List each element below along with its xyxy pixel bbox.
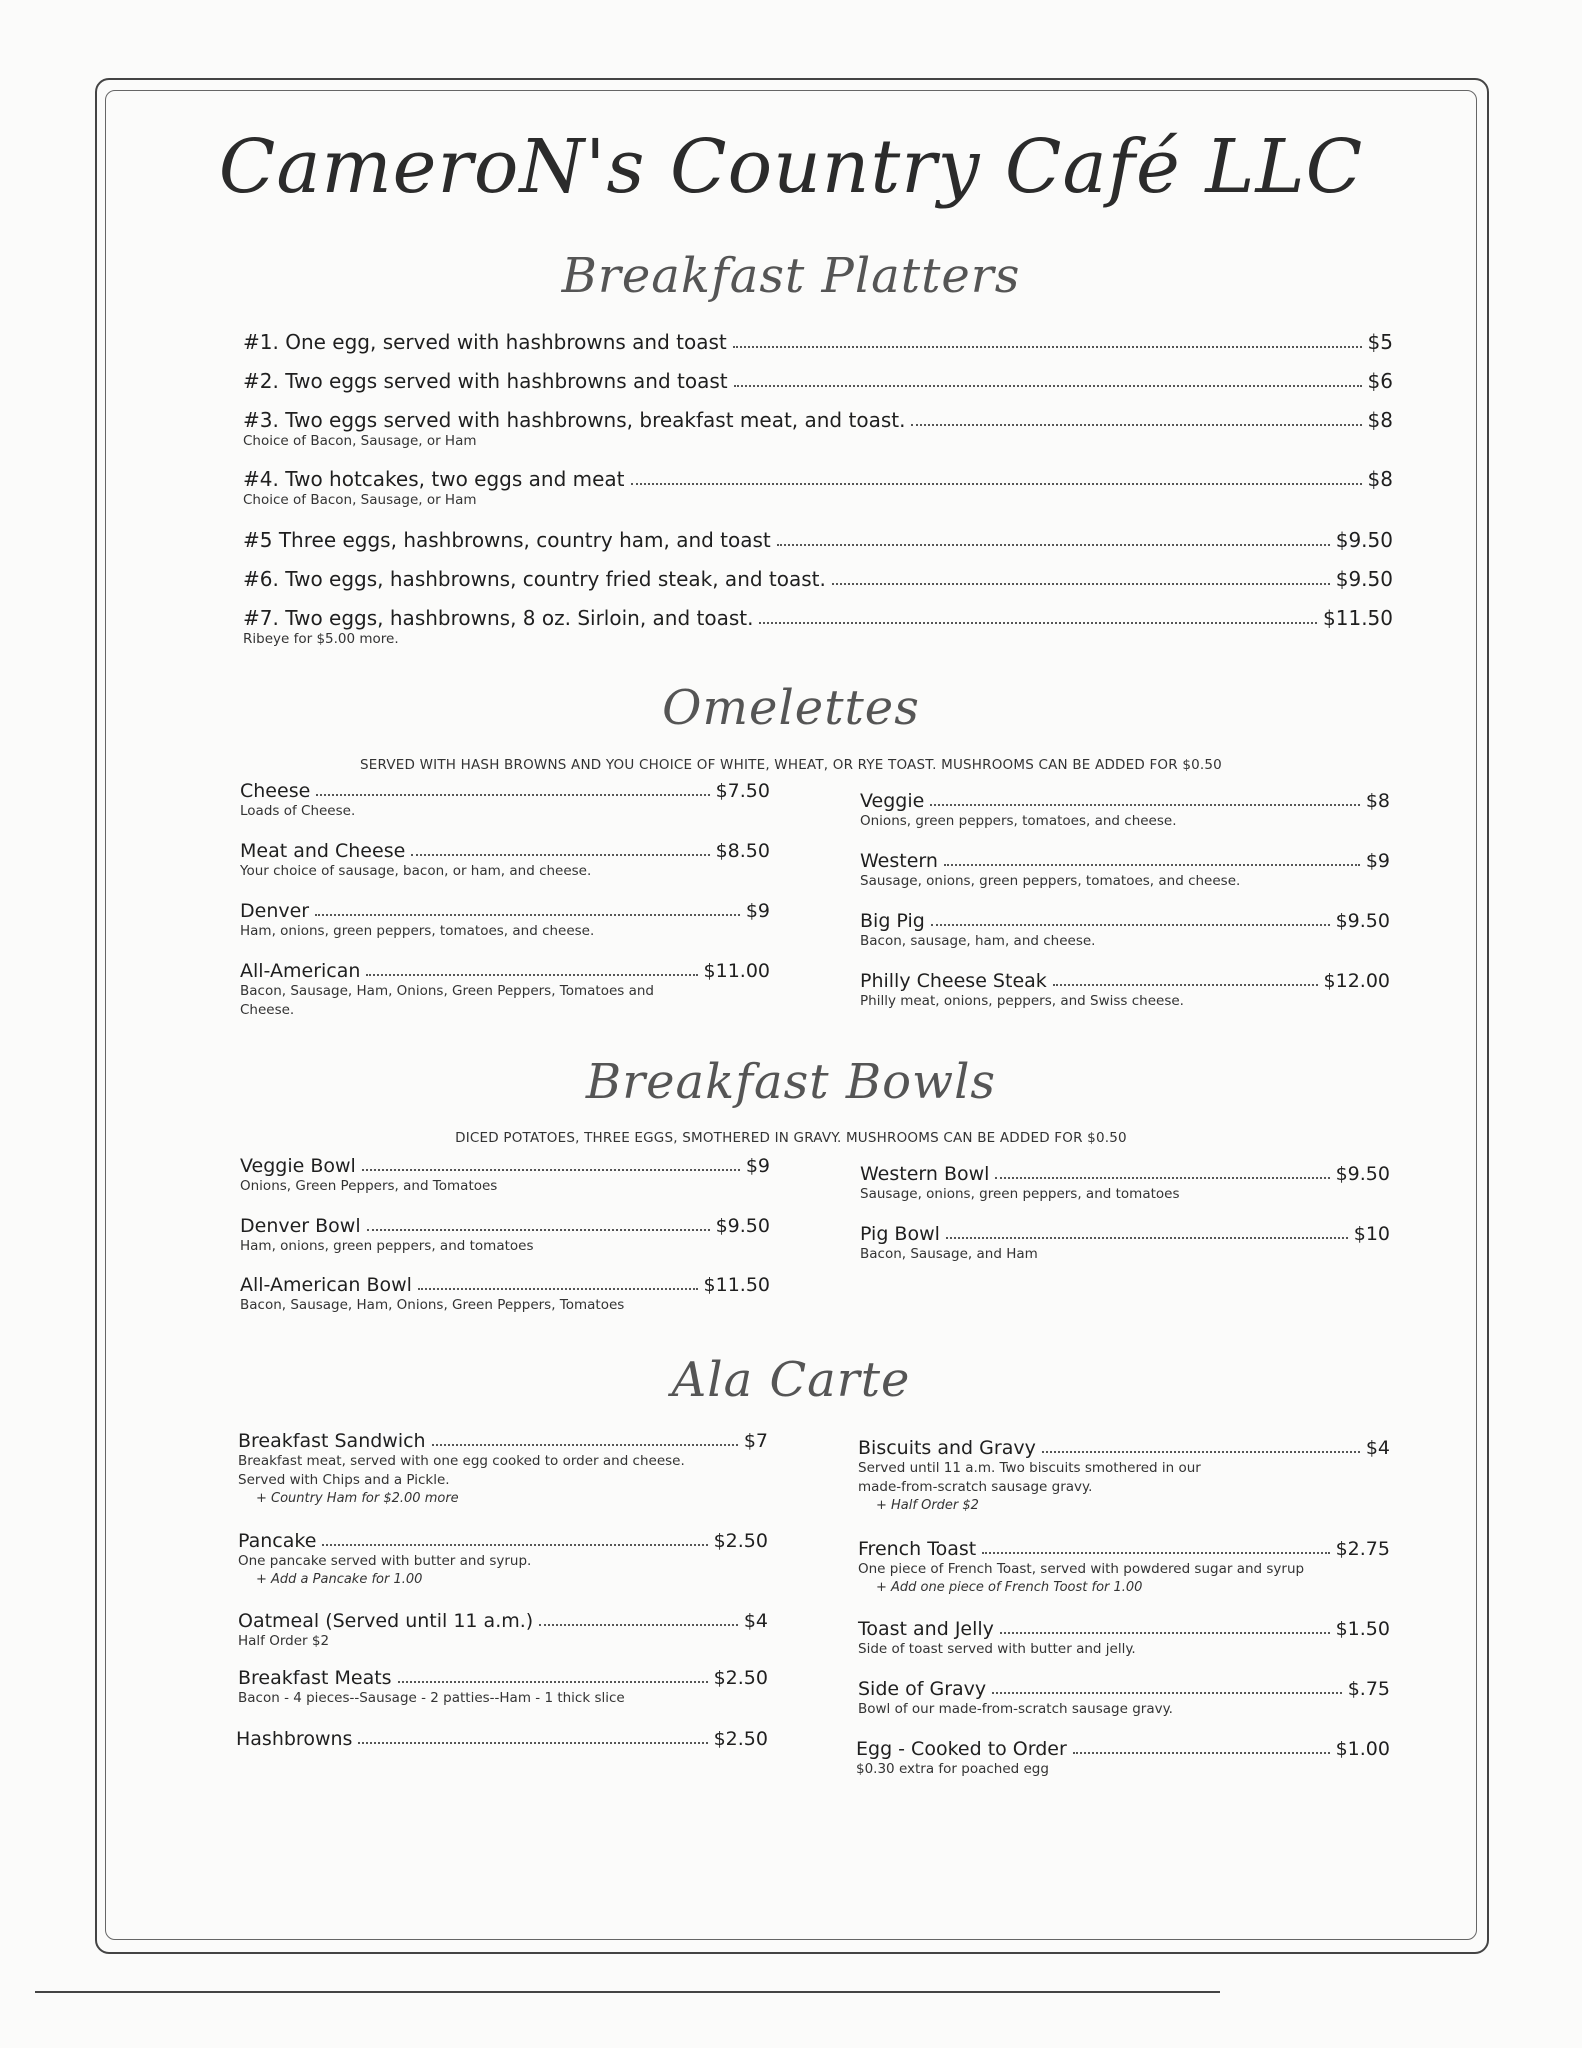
menu-item [858, 1678, 1390, 1719]
item-description: Bacon, Sausage, Ham, Onions, Green Peppers, Tomatoes and Cheese. [240, 983, 655, 1018]
item-description: Half Order $2 [238, 1633, 330, 1649]
item-name: #6. Two eggs, hashbrowns, country fried steak, and toast. [243, 567, 826, 591]
item-name: #2. Two eggs served with hashbrowns and toast [243, 369, 728, 393]
dot-leader [411, 854, 709, 856]
dot-leader [418, 1288, 698, 1290]
menu-item [238, 1667, 768, 1708]
dot-leader [539, 1624, 738, 1626]
dot-leader [911, 424, 1361, 426]
item-name: Philly Cheese Steak [860, 970, 1047, 992]
item-description: Served until 11 a.m. Two biscuits smothered in our [858, 1460, 1201, 1476]
item-description: Side of toast served with butter and jelly. [858, 1641, 1136, 1657]
menu-item [858, 1437, 1390, 1515]
item-price: $2.75 [1335, 1538, 1390, 1560]
section-title-platters: Breakfast Platters [561, 248, 1021, 304]
dot-leader [398, 1681, 708, 1683]
dot-leader [432, 1444, 738, 1446]
dot-leader [1073, 1752, 1330, 1754]
item-name: Biscuits and Gravy [858, 1437, 1036, 1459]
item-price: $9.50 [715, 1215, 770, 1237]
section-title-bowls: Breakfast Bowls [585, 1054, 997, 1110]
item-name: Side of Gravy [858, 1678, 987, 1700]
dot-leader [315, 914, 740, 916]
item-price: $.75 [1347, 1678, 1390, 1700]
item-price: $9 [745, 900, 770, 922]
item-name: Hashbrowns [236, 1728, 353, 1750]
dot-leader [366, 974, 697, 976]
item-name: #3. Two eggs served with hashbrowns, breakfast meat, and toast. [243, 408, 906, 432]
item-price: $11.50 [703, 1274, 770, 1296]
menu-item [240, 780, 770, 821]
dot-leader [316, 794, 709, 796]
item-price: $4 [1365, 1437, 1390, 1459]
menu-item [240, 1215, 770, 1256]
item-description: Onions, green peppers, tomatoes, and cheese. [860, 813, 1177, 829]
menu-item [243, 369, 1393, 393]
menu-item [243, 606, 1393, 649]
item-price: $9.50 [1335, 910, 1390, 932]
item-price: $9.50 [1335, 528, 1393, 552]
item-description: Bowl of our made-from-scratch sausage gravy. [858, 1701, 1173, 1717]
item-price: $8 [1367, 467, 1393, 491]
menu-item [858, 1618, 1390, 1659]
item-description: Bacon, Sausage, Ham, Onions, Green Peppers, Tomatoes [240, 1297, 625, 1313]
item-price: $8 [1365, 790, 1390, 812]
menu-item [238, 1610, 768, 1651]
item-price: $7.50 [715, 780, 770, 802]
item-description: Your choice of sausage, bacon, or ham, and cheese. [240, 863, 592, 879]
item-addon: + Country Ham for $2.00 more [256, 1491, 459, 1506]
menu-item [243, 467, 1393, 510]
menu-item [243, 567, 1393, 591]
item-description: Philly meat, onions, peppers, and Swiss cheese. [860, 993, 1184, 1009]
dot-leader [995, 1177, 1329, 1179]
dot-leader [1042, 1451, 1360, 1453]
item-description: Choice of Bacon, Sausage, or Ham [243, 433, 477, 449]
menu-item [240, 840, 770, 881]
menu-item [860, 910, 1390, 951]
item-name: Denver [240, 900, 310, 922]
item-name: Egg - Cooked to Order [856, 1738, 1067, 1760]
item-name: Oatmeal (Served until 11 a.m.) [238, 1610, 534, 1632]
dot-leader [982, 1552, 1329, 1554]
item-price: $12.00 [1323, 970, 1390, 992]
item-name: #7. Two eggs, hashbrowns, 8 oz. Sirloin, and toast. [243, 606, 754, 630]
item-addon: + Half Order $2 [876, 1498, 979, 1513]
dot-leader [367, 1229, 710, 1231]
item-name: Western [860, 850, 938, 872]
item-price: $1.50 [1335, 1618, 1390, 1640]
item-price: $10 [1353, 1223, 1390, 1245]
menu-item [238, 1430, 768, 1508]
item-name: Breakfast Meats [238, 1667, 392, 1689]
item-price: $9 [1365, 850, 1390, 872]
cafe-title: CameroN's Country Café LLC [218, 124, 1364, 210]
dot-leader [944, 864, 1360, 866]
item-price: $6 [1367, 369, 1393, 393]
item-name: All-American Bowl [240, 1274, 412, 1296]
menu-item [243, 408, 1393, 451]
item-name: Toast and Jelly [858, 1618, 994, 1640]
item-price: $2.50 [713, 1530, 768, 1552]
menu-item [240, 960, 770, 1020]
item-price: $9.50 [1335, 1163, 1390, 1185]
dot-leader [322, 1544, 707, 1546]
dot-leader [362, 1169, 740, 1171]
item-description: Bacon - 4 pieces--Sausage - 2 patties--Ham - 1 thick slice [238, 1690, 625, 1706]
item-description: Loads of Cheese. [240, 803, 356, 819]
menu-item [856, 1738, 1390, 1779]
item-name: Western Bowl [860, 1163, 990, 1185]
item-price: $9.50 [1335, 567, 1393, 591]
item-name: Cheese [240, 780, 311, 802]
item-price: $11.50 [1323, 606, 1393, 630]
item-addon: + Add a Pancake for 1.00 [256, 1572, 423, 1587]
item-price: $2.50 [713, 1667, 768, 1689]
item-name: Pancake [238, 1530, 317, 1552]
menu-item [238, 1530, 768, 1589]
item-name: #4. Two hotcakes, two eggs and meat [243, 467, 625, 491]
item-description: Bacon, sausage, ham, and cheese. [860, 933, 1096, 949]
item-description-2: made-from-scratch sausage gravy. [858, 1479, 1093, 1495]
item-name: #1. One egg, served with hashbrowns and toast [243, 330, 727, 354]
dot-leader [946, 1237, 1348, 1239]
item-price: $2.50 [713, 1728, 768, 1750]
item-description: Sausage, onions, green peppers, tomatoes, and cheese. [860, 873, 1241, 889]
item-price: $11.00 [703, 960, 770, 982]
bottom-rule [35, 1991, 1220, 1993]
item-description: Onions, Green Peppers, and Tomatoes [240, 1178, 498, 1194]
item-name: Pig Bowl [860, 1223, 940, 1245]
dot-leader [631, 483, 1362, 485]
menu-item [860, 790, 1390, 831]
item-name: Denver Bowl [240, 1215, 361, 1237]
menu-item [243, 528, 1393, 552]
item-description: Ham, onions, green peppers, tomatoes, and cheese. [240, 923, 595, 939]
dot-leader [1000, 1632, 1330, 1634]
menu-item [236, 1728, 768, 1750]
item-name: All-American [240, 960, 361, 982]
menu-item [860, 1223, 1390, 1264]
item-name: Big Pig [860, 910, 925, 932]
item-addon: + Add one piece of French Toost for 1.00 [876, 1580, 1143, 1595]
dot-leader [832, 583, 1330, 585]
item-name: French Toast [858, 1538, 977, 1560]
item-description: Bacon, Sausage, and Ham [860, 1246, 1038, 1262]
item-price: $1.00 [1335, 1738, 1390, 1760]
item-description: One pancake served with butter and syrup. [238, 1553, 532, 1569]
dot-leader [759, 622, 1317, 624]
item-name: Veggie Bowl [240, 1155, 356, 1177]
menu-item [240, 1155, 770, 1196]
menu-item [858, 1538, 1390, 1597]
menu-item [243, 330, 1393, 354]
item-price: $7 [743, 1430, 768, 1452]
item-price: $9 [745, 1155, 770, 1177]
item-description: Breakfast meat, served with one egg cooked to order and cheese. [238, 1453, 685, 1469]
dot-leader [931, 924, 1330, 926]
item-description: Sausage, onions, green peppers, and tomatoes [860, 1186, 1180, 1202]
item-description: One piece of French Toast, served with powdered sugar and syrup [858, 1561, 1305, 1577]
item-name: #5 Three eggs, hashbrowns, country ham, and toast [243, 528, 771, 552]
menu-item [860, 850, 1390, 891]
menu-item [240, 900, 770, 941]
item-name: Meat and Cheese [240, 840, 406, 862]
menu-item [860, 1163, 1390, 1204]
dot-leader [358, 1742, 707, 1744]
item-description-2: Served with Chips and a Pickle. [238, 1472, 450, 1488]
dot-leader [992, 1692, 1342, 1694]
item-description: Ribeye for $5.00 more. [243, 631, 399, 647]
omelettes-subtitle: SERVED WITH HASH BROWNS AND YOU CHOICE OF WHITE, WHEAT, OR RYE TOAST. MUSHROOMS CAN BE ADDED FOR $0.50 [360, 757, 1222, 773]
section-title-alacarte: Ala Carte [671, 1352, 911, 1408]
menu-item [240, 1274, 770, 1315]
menu-item [860, 970, 1390, 1011]
bowls-subtitle: DICED POTATOES, THREE EGGS, SMOTHERED IN GRAVY. MUSHROOMS CAN BE ADDED FOR $0.50 [455, 1130, 1127, 1146]
section-title-omelettes: Omelettes [662, 680, 920, 736]
dot-leader [930, 804, 1360, 806]
dot-leader [1053, 984, 1318, 986]
dot-leader [733, 346, 1362, 348]
item-description: Choice of Bacon, Sausage, or Ham [243, 492, 477, 508]
item-name: Veggie [860, 790, 925, 812]
item-description: $0.30 extra for poached egg [856, 1761, 1049, 1777]
item-price: $4 [743, 1610, 768, 1632]
item-price: $8.50 [715, 840, 770, 862]
item-price: $5 [1367, 330, 1393, 354]
dot-leader [777, 544, 1330, 546]
item-name: Breakfast Sandwich [238, 1430, 426, 1452]
dot-leader [734, 385, 1362, 387]
item-price: $8 [1367, 408, 1393, 432]
item-description: Ham, onions, green peppers, and tomatoes [240, 1238, 534, 1254]
